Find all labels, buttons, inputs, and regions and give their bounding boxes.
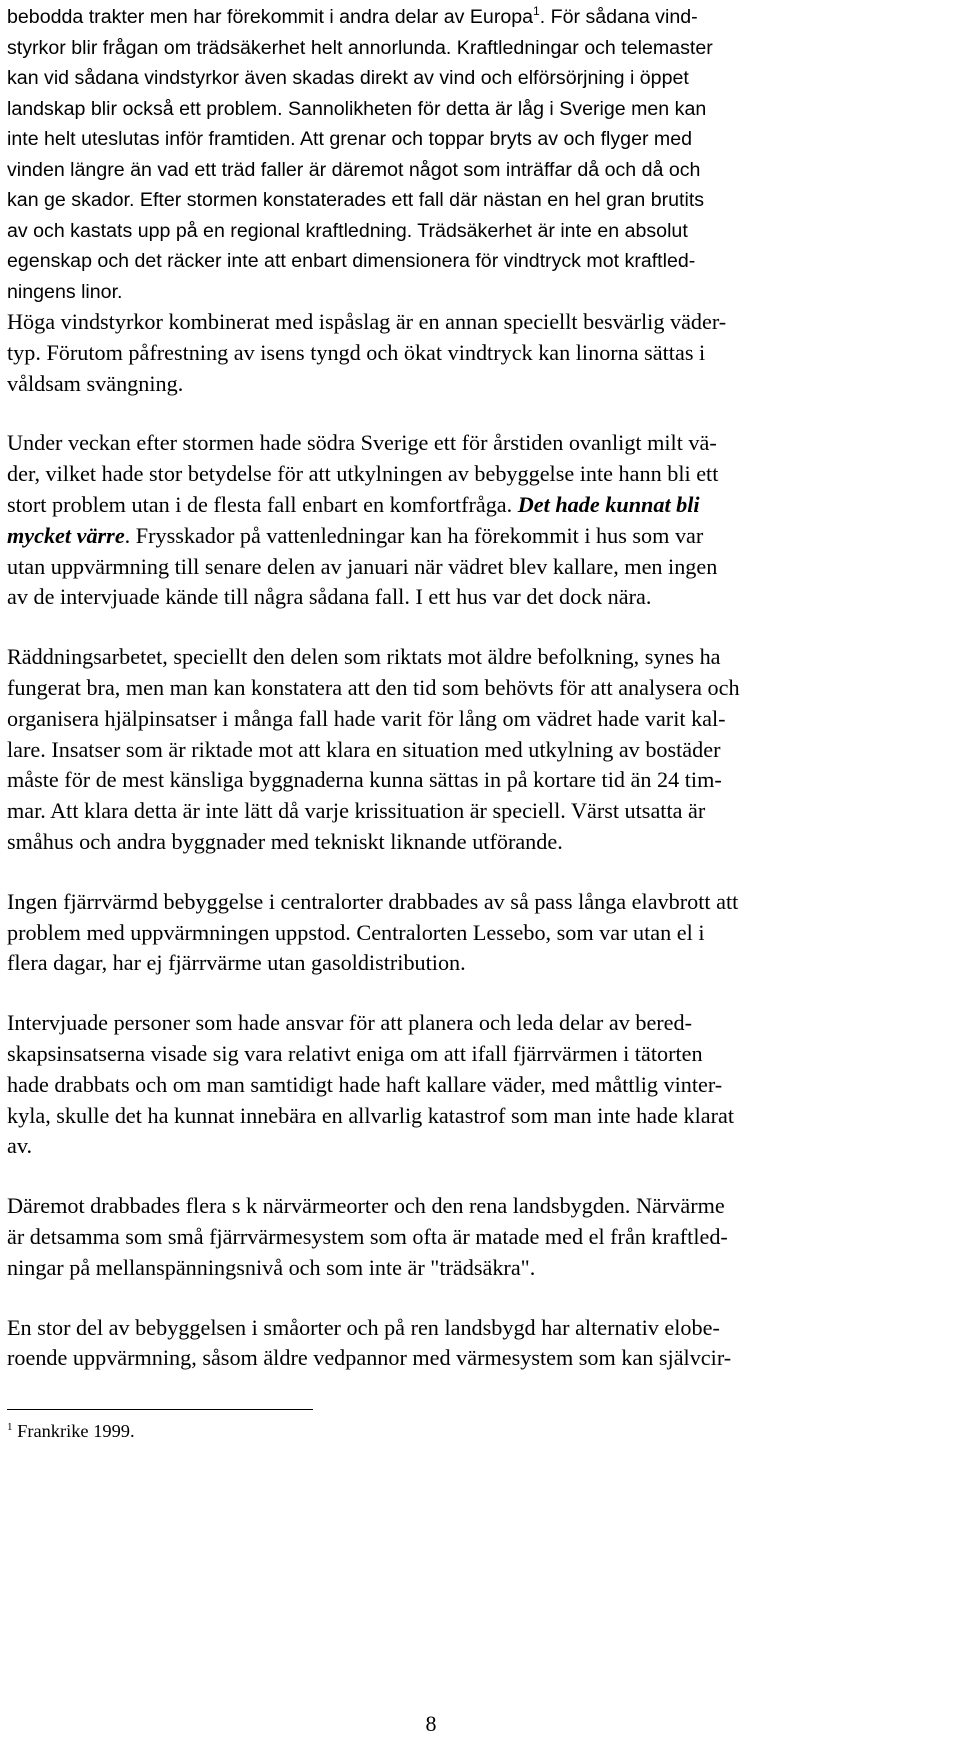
- document-page: [7, 0, 952, 1374]
- paragraph-1-continued: [7, 307, 952, 399]
- paragraph-5: [7, 1008, 952, 1162]
- footnote-text: Frankrike 1999.: [12, 1421, 135, 1441]
- paragraph-gap: [7, 1284, 952, 1313]
- text-line: Ingen fjärrvärmd bebyggelse i centralorter drabbades av så pass långa elavbrott att: [7, 888, 739, 914]
- emphasis-text: Det hade kunnat bli: [517, 491, 700, 517]
- text-line: Höga vindstyrkor kombinerat med ispåslag är en annan speciellt besvärlig väder-: [7, 309, 727, 334]
- footnote: [7, 1419, 135, 1443]
- page-number: 8: [425, 1711, 437, 1736]
- text-line: landskap blir också ett problem. Sannolikheten för detta är låg i Sverige men kan: [7, 97, 707, 120]
- text-line: skapsinsatserna visade sig vara relativt eniga om att ifall fjärrvärmen i tätorten: [7, 1040, 703, 1066]
- text-line: fungerat bra, men man kan konstatera att den tid som behövts för att analysera och: [7, 674, 740, 700]
- text-line: inte helt uteslutas inför framtiden. Att grenar och toppar bryts av och flyger med: [7, 128, 693, 150]
- text-line: organisera hjälpinsatser i många fall hade varit för lång om vädret hade varit kal-: [7, 705, 726, 731]
- text-line: mycket värre. Frysskador på vattenledningar kan ha förekommit i hus som var: [7, 522, 704, 548]
- text-line: mar. Att klara detta är inte lätt då varje krissituation är speciell. Värst utsatta är: [7, 798, 706, 824]
- paragraph-gap: [7, 1162, 952, 1191]
- footnote-ref[interactable]: 1: [533, 4, 540, 18]
- paragraph-2: [7, 428, 952, 613]
- text-line: stort problem utan i de flesta fall enbart en komfortfråga. Det hade kunnat bli: [7, 491, 700, 517]
- text-line: flera dagar, har ej fjärrvärme utan gasoldistribution.: [7, 950, 466, 976]
- paragraph-7: [7, 1313, 952, 1375]
- paragraph-gap: [7, 399, 952, 428]
- text-line: hade drabbats och om man samtidigt hade haft kallare väder, med måttlig vinter-: [7, 1071, 723, 1097]
- paragraph-3: [7, 642, 952, 858]
- text-line: ningens linor.: [7, 280, 123, 303]
- text-line: bebodda trakter men har förekommit i andra delar av Europa$^1$. För sådana vind-: [7, 4, 698, 28]
- text-line: typ. Förutom påfrestning av isens tyngd och ökat vindtryck kan linorna sättas i: [7, 339, 706, 365]
- text-line: kan ge skador. Efter stormen konstaterades ett fall där nästan en hel gran brutits: [7, 189, 705, 211]
- text-line: måste för de mest känsliga byggnaderna kunna sättas in på kortare tid än 24 tim-: [7, 767, 722, 793]
- text-line: av.: [7, 1133, 33, 1159]
- text-line: Under veckan efter stormen hade södra Sverige ett för årstiden ovanligt milt vä-: [7, 430, 717, 456]
- footnote-divider: [7, 1409, 313, 1410]
- paragraph-1: [7, 2, 952, 307]
- text-line: kyla, skulle det ha kunnat innebära en allvarlig katastrof som man inte hade klarat: [7, 1102, 735, 1128]
- text-line: vinden längre än vad ett träd faller är däremot något som inträffar då och då och: [7, 158, 701, 181]
- text-line: Räddningsarbetet, speciellt den delen som riktats mot äldre befolkning, synes ha: [7, 644, 721, 670]
- paragraph-gap: [7, 858, 952, 887]
- text-line: styrkor blir frågan om trädsäkerhet helt annorlunda. Kraftledningar och telemaster: [7, 36, 713, 59]
- text-line: av de intervjuade kände till några sådana fall. I ett hus var det dock nära.: [7, 584, 652, 610]
- text-line: kan vid sådana vindstyrkor även skadas direkt av vind och elförsörjning i öppet: [7, 67, 689, 89]
- text-line: våldsam svängning.: [7, 370, 184, 396]
- text-line: der, vilket hade stor betydelse för att utkylningen av bebyggelse inte hann bli ett: [7, 461, 719, 487]
- text-line: ningar på mellanspänningsnivå och som inte är "trädsäkra".: [7, 1254, 536, 1280]
- text-line: roende uppvärmning, såsom äldre vedpannor med värmesystem som kan självcir-: [7, 1345, 732, 1371]
- text-line: av och kastats upp på en regional kraftledning. Trädsäkerhet är inte en absolut: [7, 219, 688, 242]
- text-line: lare. Insatser som är riktade mot att klara en situation med utkylning av bostäder: [7, 736, 721, 762]
- text-line: egenskap och det räcker inte att enbart dimensionera för vindtryck mot kraftled-: [7, 250, 696, 272]
- paragraph-6: [7, 1191, 952, 1283]
- paragraph-gap: [7, 613, 952, 642]
- text-line: problem med uppvärmningen uppstod. Centralorten Lessebo, som var utan el i: [7, 919, 705, 945]
- footnote-marker: 1: [7, 1421, 13, 1433]
- paragraph-gap: [7, 979, 952, 1008]
- emphasis-text: mycket värre: [7, 522, 125, 548]
- text-line: utan uppvärmning till senare delen av januari när vädret blev kallare, men ingen: [7, 553, 718, 579]
- text-line: småhus och andra byggnader med tekniskt liknande utförande.: [7, 828, 563, 854]
- text-line: är detsamma som små fjärrvärmesystem som ofta är matade med el från kraftled-: [7, 1223, 728, 1249]
- text-line: Däremot drabbades flera s k närvärmeorter och den rena landsbygden. Närvärme: [7, 1193, 725, 1219]
- text-line: En stor del av bebyggelsen i småorter och på ren landsbygd har alternativ elobe-: [7, 1314, 720, 1340]
- text-line: Intervjuade personer som hade ansvar för att planera och leda delar av bered-: [7, 1010, 693, 1036]
- paragraph-4: [7, 887, 952, 979]
